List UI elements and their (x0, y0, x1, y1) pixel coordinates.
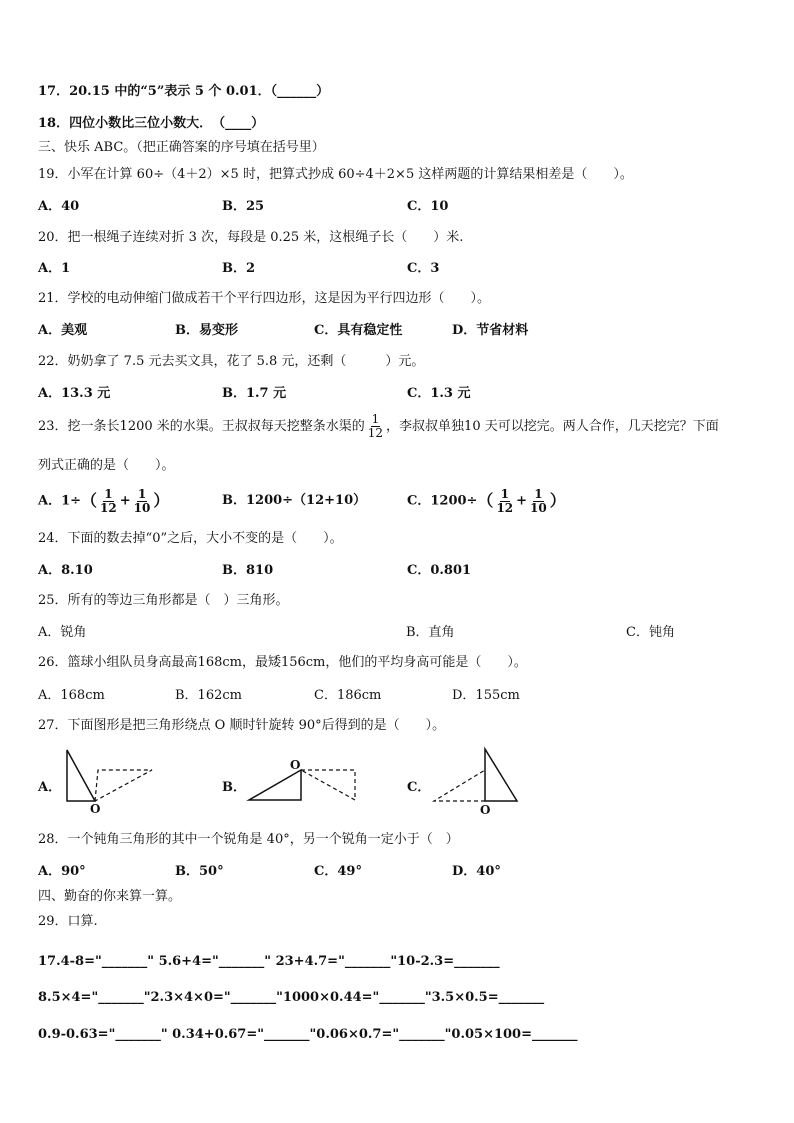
q27-b-point-label: O (290, 758, 301, 772)
q24-option-c[interactable]: C．0.801 (407, 563, 472, 578)
q26-option-a[interactable]: A．168cm (38, 688, 105, 703)
fraction: $\frac{1}{10}$ (133, 486, 151, 515)
section-4-heading: 四、勤奋的你来算一算。 (38, 889, 182, 904)
q19-option-b[interactable]: B．25 (222, 199, 265, 214)
question-18: 18．四位小数比三位小数大． （____） (38, 116, 265, 131)
q23-option-b[interactable]: B．1200÷（12+10） (222, 493, 367, 508)
q20-option-a[interactable]: A．1 (38, 261, 71, 276)
q28-option-d[interactable]: D．40° (452, 864, 501, 879)
q19-option-a[interactable]: A．40 (38, 199, 80, 214)
q25-option-c[interactable]: C．钝角 (626, 625, 675, 640)
q23-fraction: $\frac{1}{12}$ (367, 412, 384, 440)
q27-figure-a (62, 745, 162, 810)
q24-option-a[interactable]: A．8.10 (38, 563, 93, 578)
q27-option-c[interactable]: C． (407, 780, 431, 795)
question-23 (38, 412, 719, 442)
q20-option-c[interactable]: C．3 (407, 261, 440, 276)
fraction: $\frac{1}{12}$ (496, 486, 514, 515)
q21-option-a[interactable]: A．美观 (38, 323, 88, 338)
q23-text-start: 23．挖一条长1200 米的水渠。王叔叔每天挖整条水渠的 (38, 419, 365, 434)
question-29: 29．口算. (38, 914, 98, 929)
q28-option-b[interactable]: B．50° (175, 864, 224, 879)
q21-option-d[interactable]: D．节省材料 (452, 323, 529, 338)
calc-row-3: 0.9-0.63="_______" 0.34+0.67="_______"0.06×0.7="_______"0.05×100=_______ (38, 1027, 578, 1042)
q23-option-a[interactable]: A．1÷（ $\frac{1}{12}$ + $\frac{1}{10}$ ） (38, 486, 170, 515)
question-20: 20．把一根绳子连续对折 3 次，每段是 0.25 米，这根绳子长（ ）米. (38, 230, 464, 245)
q25-option-b[interactable]: B．直角 (406, 625, 455, 640)
q22-option-a[interactable]: A．13.3 元 (38, 386, 111, 401)
q22-option-b[interactable]: B．1.7 元 (222, 386, 287, 401)
q28-option-a[interactable]: A．90° (38, 864, 86, 879)
q21-option-c[interactable]: C．具有稳定性 (314, 323, 403, 338)
calc-row-1: 17.4-8="_______" 5.6+4="_______" 23+4.7="_______"10-2.3=_______ (38, 954, 500, 969)
q28-option-c[interactable]: C．49° (314, 864, 362, 879)
question-17: 17．20.15 中的“5”表示 5 个 0.01．（______） (38, 84, 330, 99)
question-27: 27．下面图形是把三角形绕点 O 顺时针旋转 90°后得到的是（ ）。 (38, 718, 446, 733)
q27-option-a[interactable]: A． (38, 780, 62, 795)
q27-figure-b (245, 762, 360, 807)
question-28: 28．一个钝角三角形的其中一个锐角是 40°，另一个锐角一定小于（ ） (38, 832, 459, 847)
question-26: 26．篮球小组队员身高最高168cm，最矮156cm，他们的平均身高可能是（ ）。 (38, 655, 527, 670)
q26-option-b[interactable]: B．162cm (175, 688, 242, 703)
q26-option-c[interactable]: C．186cm (314, 688, 382, 703)
q22-option-c[interactable]: C．1.3 元 (407, 386, 471, 401)
q20-option-b[interactable]: B．2 (222, 261, 256, 276)
q21-option-b[interactable]: B．易变形 (175, 323, 238, 338)
q27-option-b[interactable]: B． (222, 780, 246, 795)
q24-option-b[interactable]: B．810 (222, 563, 274, 578)
section-3-heading: 三、快乐 ABC。（把正确答案的序号填在括号里） (38, 140, 325, 155)
q23-option-c[interactable]: C．1200÷（ $\frac{1}{12}$ + $\frac{1}{10}$ ） (407, 486, 566, 515)
q27-c-point-label: O (480, 803, 491, 817)
question-19: 19．小军在计算 60÷（4＋2）×5 时，把算式抄成 60÷4＋2×5 这样两题的计算结果相差是（ ）。 (38, 167, 633, 182)
calc-row-2: 8.5×4="_______"2.3×4×0="_______"1000×0.44="_______"3.5×0.5=_______ (38, 990, 545, 1005)
q23-text-end: ，李叔叔单独10 天可以挖完。两人合作，几天挖完？下面 (386, 419, 719, 434)
q27-figure-c (430, 745, 525, 810)
q26-option-d[interactable]: D．155cm (452, 688, 520, 703)
fraction: $\frac{1}{12}$ (100, 486, 117, 515)
fraction: $\frac{1}{10}$ (530, 486, 547, 515)
q25-option-a[interactable]: A．锐角 (38, 625, 87, 640)
q27-a-point-label: O (90, 802, 101, 816)
q19-option-c[interactable]: C．10 (407, 199, 449, 214)
question-22: 22．奶奶拿了 7.5 元去买文具，花了 5.8 元，还剩（ ）元。 (38, 354, 425, 369)
question-21: 21．学校的电动伸缩门做成若干个平行四边形，这是因为平行四边形（ ）。 (38, 291, 491, 306)
question-23-continued: 列式正确的是（ ）。 (38, 458, 175, 473)
question-24: 24．下面的数去掉“0”之后，大小不变的是（ ）。 (38, 531, 343, 546)
question-25: 25．所有的等边三角形都是（ ）三角形。 (38, 593, 289, 608)
